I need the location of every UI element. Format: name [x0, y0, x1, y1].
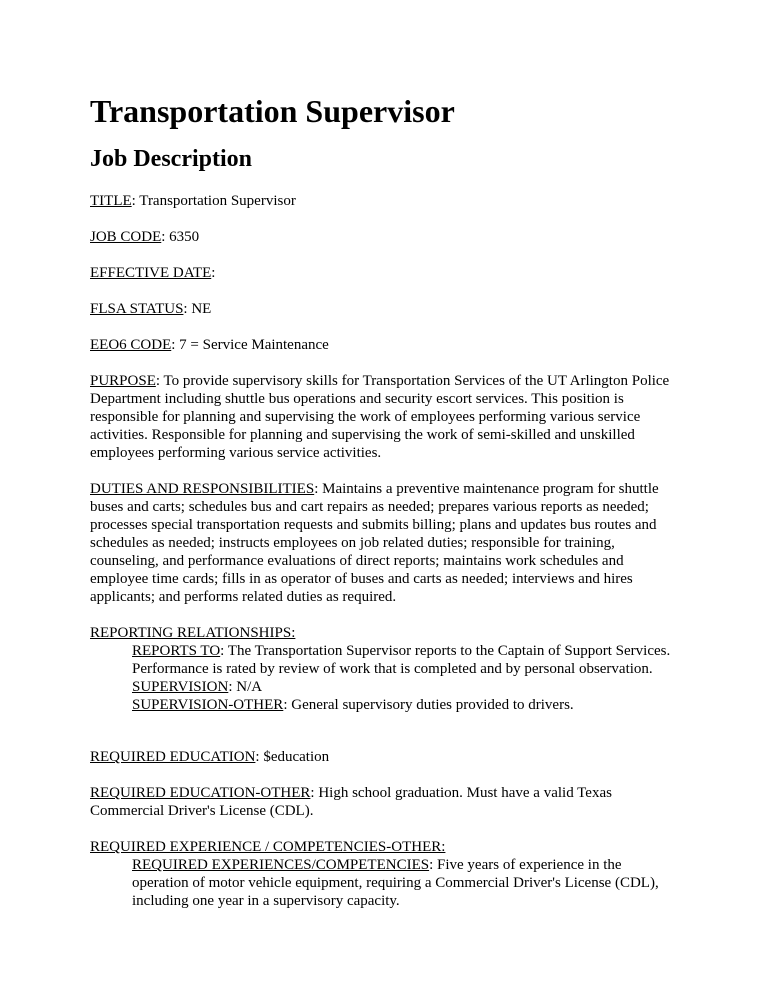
- duties-field: [90, 480, 678, 606]
- job-code-label: JOB CODE: [90, 229, 162, 245]
- supervision-other-value: : General supervisory duties provided to drivers.: [283, 697, 574, 713]
- required-education-field: [90, 748, 678, 766]
- required-experiences-label: REQUIRED EXPERIENCES/COMPETENCIES: [132, 857, 430, 873]
- eeo6-code-value: : 7 = Service Maintenance: [171, 337, 329, 353]
- reporting-label: REPORTING RELATIONSHIPS:: [90, 625, 296, 641]
- reports-to-label: REPORTS TO: [132, 643, 221, 659]
- required-experience-heading: [90, 838, 678, 856]
- job-code-field: [90, 228, 678, 246]
- supervision-value: : N/A: [228, 679, 263, 695]
- required-experience-label: REQUIRED EXPERIENCE / COMPETENCIES-OTHER:: [90, 839, 446, 855]
- reporting-heading: [90, 624, 678, 642]
- required-experience-details: [90, 856, 678, 910]
- supervision-label: SUPERVISION: [132, 679, 229, 695]
- page-subtitle: Job Description: [90, 146, 252, 172]
- required-education-label: REQUIRED EDUCATION: [90, 749, 256, 765]
- job-code-value: : 6350: [161, 229, 200, 245]
- title-value: : Transportation Supervisor: [131, 193, 296, 209]
- flsa-status-value: : NE: [183, 301, 212, 317]
- effective-date-value: :: [211, 265, 216, 281]
- title-field: [90, 192, 678, 210]
- reporting-details: [90, 642, 678, 714]
- duties-value: : Maintains a preventive maintenance program for shuttle buses and carts; schedules bus and cart repairs as needed; prepares various reports as needed; processes special transportation requests and submits billing; plans and updates bus routes and schedules as needed; instructs employees on job related duties; responsible for training, counseling, and performance evaluations of direct reports; maintains work schedules and employee time cards; fills in as operator of buses and carts as needed; interviews and hires applicants; and performs related duties as required.: [90, 481, 659, 605]
- page-title: Transportation Supervisor: [90, 93, 455, 129]
- required-experience-section: [90, 838, 678, 910]
- purpose-label: PURPOSE: [90, 373, 156, 389]
- required-experiences-value: : Five years of experience in the operation of motor vehicle equipment, requiring a Commercial Driver's License (CDL), including one year in a supervisory capacity.: [132, 857, 659, 909]
- required-experiences-field: [132, 856, 678, 910]
- eeo6-code-field: [90, 336, 678, 354]
- required-education-other-label: REQUIRED EDUCATION-OTHER: [90, 785, 311, 801]
- effective-date-field: [90, 264, 678, 282]
- flsa-status-field: [90, 300, 678, 318]
- effective-date-label: EFFECTIVE DATE: [90, 265, 212, 281]
- reports-to-value: : The Transportation Supervisor reports to the Captain of Support Services. Performance is rated by review of work that is completed and by personal observation.: [132, 643, 671, 677]
- eeo6-code-label: EEO6 CODE: [90, 337, 172, 353]
- reports-to-field: [132, 642, 678, 678]
- title-label: TITLE: [90, 193, 132, 209]
- supervision-other-label: SUPERVISION-OTHER: [132, 697, 284, 713]
- reporting-section: [90, 624, 678, 714]
- required-education-value: : $education: [255, 749, 330, 765]
- purpose-value: : To provide supervisory skills for Transportation Services of the UT Arlington Police Department including shuttle bus operations and security escort services. This position is responsible for planning and supervising the work of employees performing various service activities. Responsible for planning and supervising the work of semi-skilled and unskilled employees performing various service activities.: [90, 373, 670, 461]
- supervision-other-field: [132, 696, 678, 714]
- supervision-field: [132, 678, 678, 696]
- purpose-field: [90, 372, 678, 462]
- required-education-other-field: [90, 784, 678, 820]
- duties-label: DUTIES AND RESPONSIBILITIES: [90, 481, 315, 497]
- required-education-other-value: : High school graduation. Must have a valid Texas Commercial Driver's License (CDL).: [90, 785, 612, 819]
- flsa-status-label: FLSA STATUS: [90, 301, 184, 317]
